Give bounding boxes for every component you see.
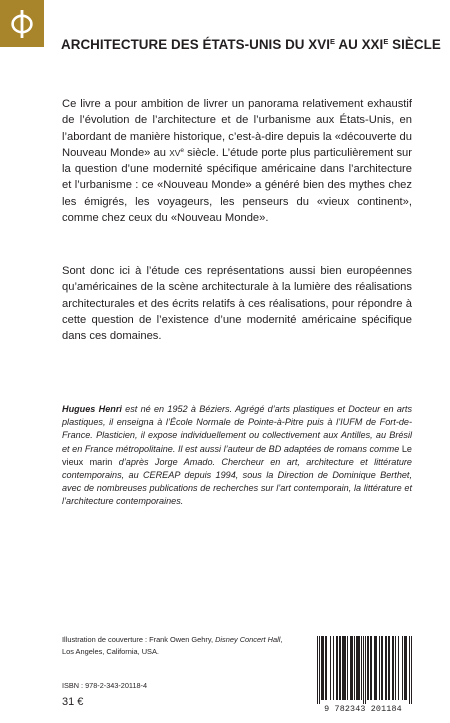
barcode-bar bbox=[342, 636, 343, 700]
barcode-bar bbox=[326, 636, 327, 700]
ean13-barcode bbox=[309, 634, 417, 704]
barcode-bar bbox=[359, 636, 360, 700]
barcode-bar bbox=[409, 636, 410, 704]
barcode-bar bbox=[382, 636, 383, 700]
series-title-part-2: AU XXI bbox=[335, 37, 384, 52]
author-bio-text-2: d’après Jorge Amado. Chercheur en art, architecture et littérature contemporains, au CEREAP depuis 1994, sous la Direction de Dominique Berthet, avec de nombreuses publications de recherches sur l’art contemporain, la littérature et l’architecture contemporaines. bbox=[62, 456, 412, 507]
barcode-bar bbox=[367, 636, 368, 700]
barcode-bar bbox=[379, 636, 380, 700]
barcode-bar bbox=[319, 636, 320, 704]
series-title bbox=[61, 37, 446, 52]
barcode-bar bbox=[343, 636, 344, 700]
barcode-bar bbox=[365, 636, 366, 704]
barcode-bar bbox=[322, 636, 323, 700]
summary-paragraph-2: Sont donc ici à l’étude ces représentations aussi bien européennes qu’américaines de la scène architecturale à la lumière des réalisations architecturales et des écrits relatifs à ces réalisations, pour répondre à cette question de l’existence d’une modernité américaine spécifique dans ces domaines. bbox=[62, 265, 412, 342]
barcode-bar bbox=[333, 636, 334, 700]
barcode-bar bbox=[358, 636, 359, 700]
barcode-bar bbox=[337, 636, 338, 700]
cover-credit-work: Disney Concert Hall bbox=[215, 635, 281, 644]
series-title-part-3: SIÈCLE bbox=[388, 37, 441, 52]
barcode-bar bbox=[357, 636, 358, 700]
barcode-bar bbox=[368, 636, 369, 700]
isbn: ISBN : 978-2-343-20118-4 bbox=[62, 681, 148, 690]
cover-credit-location: Los Angeles, California, USA. bbox=[62, 646, 159, 656]
barcode-bar bbox=[361, 636, 362, 700]
barcode-bar bbox=[389, 636, 390, 700]
author-name: Hugues Henri bbox=[62, 404, 122, 414]
barcode-bar bbox=[345, 636, 346, 700]
barcode-bar bbox=[375, 636, 376, 700]
summary-paragraph-1 bbox=[62, 96, 412, 226]
barcode-bar bbox=[405, 636, 406, 700]
series-title-sup-1: E bbox=[330, 37, 336, 46]
series-title-part-1: ARCHITECTURE DES ÉTATS-UNIS DU XVI bbox=[61, 37, 331, 52]
barcode-bar bbox=[363, 636, 364, 704]
barcode-bar bbox=[354, 636, 355, 700]
publisher-logo bbox=[0, 0, 44, 47]
price: 31 € bbox=[62, 696, 84, 708]
barcode-bar bbox=[393, 636, 394, 700]
barcode-bar bbox=[351, 636, 352, 700]
summary-p1-text-1: Ce livre a pour ambition de livrer un panorama relativement exhaustif de l’évolution de l’architecture et de l’urbanisme aux États-Unis, en l’abordant de manière historique, c’est-à-dire depuis la «découverte du Nouveau Monde» au bbox=[62, 98, 412, 159]
barcode-bar bbox=[386, 636, 387, 700]
series-title-sup-2: E bbox=[383, 37, 389, 46]
summary-p1-century: XV bbox=[169, 147, 181, 158]
barcode-bar bbox=[347, 636, 348, 700]
barcode-bar bbox=[323, 636, 324, 700]
barcode-bar bbox=[388, 636, 389, 700]
barcode-bar bbox=[336, 636, 337, 700]
barcode-bar bbox=[404, 636, 405, 700]
barcode-bar bbox=[381, 636, 382, 700]
barcode-bar bbox=[370, 636, 371, 700]
summary-p1-text-2: siècle. L’étude porte plus particulièrement sur la question d’une modernité spécifique américaine dans l’architecture et l’urbanisme : ce «Nouveau Monde» a généré bien des mythes chez les émigrés, les voyageurs, les penseurs du «vieux continent», comme chez ceux du «Nouveau Monde». bbox=[62, 146, 412, 224]
barcode bbox=[309, 634, 417, 717]
barcode-bar bbox=[344, 636, 345, 700]
barcode-bar bbox=[411, 636, 412, 704]
author-bio bbox=[62, 403, 412, 509]
barcode-bar bbox=[339, 636, 340, 700]
cover-credit-label: Illustration de couverture : Frank Owen Gehry, bbox=[62, 635, 216, 644]
barcode-bar bbox=[406, 636, 407, 700]
barcode-bar bbox=[371, 636, 372, 700]
barcode-bar bbox=[325, 636, 326, 700]
barcode-bar bbox=[402, 636, 403, 700]
barcode-bar bbox=[398, 636, 399, 700]
phi-logo-icon bbox=[9, 8, 35, 40]
barcode-bar bbox=[340, 636, 341, 700]
cover-credit-after-work: , bbox=[280, 635, 283, 644]
barcode-bar bbox=[356, 636, 357, 700]
barcode-bar bbox=[352, 636, 353, 700]
barcode-bar bbox=[392, 636, 393, 700]
barcode-bar bbox=[350, 636, 351, 700]
barcode-bar bbox=[385, 636, 386, 700]
author-bio-book-title: Le vieux marin bbox=[62, 443, 412, 467]
barcode-bar bbox=[321, 636, 322, 700]
barcode-digits: 9 782343 201184 bbox=[324, 704, 402, 714]
barcode-bar bbox=[376, 636, 377, 700]
barcode-bar bbox=[395, 636, 396, 700]
barcode-bar bbox=[317, 636, 318, 704]
author-bio-text-1: est né en 1952 à Béziers. Agrégé d’arts plastiques et Docteur en arts plastiques, il enseigna à l’École Normale de Pointe-à-Pitre puis à l’IUFM de Fort-de-France. Plasticien, il expose individuellement ou collectivement aux Antilles, au Brésil et en France métropolitaine. Il est aussi l’auteur de BD adaptées de romans comme bbox=[62, 404, 412, 454]
summary-p1-century-sup: e bbox=[180, 146, 184, 154]
barcode-bar bbox=[330, 636, 331, 700]
barcode-bar bbox=[374, 636, 375, 700]
